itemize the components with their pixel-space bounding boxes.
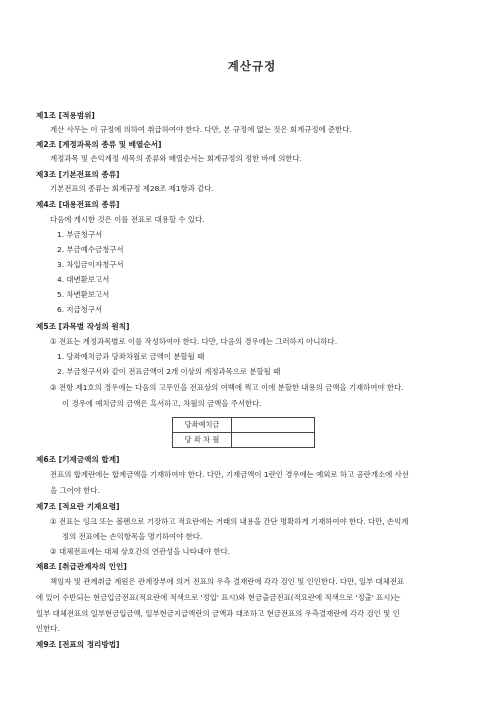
article-7-clause-2: ② 대체전표에는 대체 상호간의 연관성을 나타내야 한다. — [50, 547, 231, 556]
article-8-body-line: 에 있어 수반되는 현금입금전표(적요란에 적색으로 '정입' 표시)와 현금출금전표(적요란에 적색으로 '정출' 표시)는 — [36, 593, 401, 602]
article-8-body-line: 책임자 및 관계취급 계원은 관계장부에 의거 전표의 우측 결재란에 각각 검인 및 인인한다. 다만, 일부 대체전표 — [50, 577, 405, 586]
list-item: 2. 부금청구서와 같이 전표금액이 2개 이상의 계정과목으로 분할될 때 — [57, 367, 281, 376]
article-7-clause-1-line: ① 전표는 잉크 또는 볼펜으로 기장하고 적요란에는 거래의 내용을 간단 명확하게 기재하여야 한다. 다만, 손익계 — [50, 517, 409, 526]
article-5-clause-2: ② 전항 제1호의 경우에는 다음의 고무인을 전표상의 여백에 찍고 이에 분할한 내용의 금액을 기재하여야 한다. — [50, 383, 404, 392]
article-3-body: 기본전표의 종류는 회계규정 제28조 제1항과 같다. — [50, 184, 214, 193]
article-7-clause-1-line: 정의 전표에는 손익항목을 명기하여야 한다. — [62, 532, 203, 541]
stamp-table — [172, 417, 315, 448]
article-1-heading: 제1조 [적용범위] — [36, 111, 95, 120]
article-4-body: 다음에 게시한 것은 이를 전표로 대용할 수 있다. — [50, 215, 205, 224]
article-5-clause-1: ① 전표는 계정과목별로 이를 작성하여야 한다. 다만, 다음의 경우에는 그러하지 아니하다. — [50, 337, 338, 346]
document-title: 계산규정 — [227, 59, 277, 73]
list-item: 2. 부금예수금청구서 — [57, 245, 124, 254]
stamp-value-cell — [232, 418, 315, 433]
article-5-heading: 제5조 [과목별 작성의 원칙] — [36, 322, 130, 331]
list-item: 6. 지급청구서 — [57, 305, 103, 314]
list-item: 1. 당좌예치금과 당좌차월로 금액이 분할될 때 — [57, 352, 205, 361]
article-4-heading: 제4조 [대용전표의 종류] — [36, 200, 120, 209]
article-6-body-line: 을 그어야 한다. — [50, 486, 100, 495]
article-9-heading: 제9조 [전표의 정리방법] — [36, 640, 120, 649]
article-5-clause-2-cont: 이 경우에 예치금의 금액은 흑서하고, 차월의 금액을 주서한다. — [62, 399, 262, 408]
article-6-heading: 제6조 [기재금액의 합계] — [36, 455, 120, 464]
list-item: 5. 차변환보고서 — [57, 290, 110, 299]
article-7-heading: 제7조 [적요란 기재요령] — [36, 502, 120, 511]
list-item: 3. 차입금이자청구서 — [57, 260, 124, 269]
list-item: 1. 부금청구서 — [57, 230, 103, 239]
article-8-body-line: 일부 대체전표의 일부현금입금액, 일부현금지급액란의 금액과 대조하고 현금전표의 우측결재란에 각각 검인 및 인 — [36, 609, 400, 618]
stamp-label: 당 좌 차 월 — [173, 433, 232, 448]
article-1-body: 계산 사무는 이 규정에 의하여 취급하여야 한다. 다만, 본 규정에 없는 것은 회계규정에 준한다. — [50, 125, 352, 134]
article-6-body-line: 전표의 합계란에는 합계금액을 기재하여야 한다. 다만, 기재금액이 1란인 경우에는 예외로 하고 공란개소에 사선 — [50, 470, 409, 479]
article-8-body-line: 인한다. — [36, 624, 60, 633]
article-3-heading: 제3조 [기본전표의 종류] — [36, 170, 120, 179]
article-8-heading: 제8조 [취급관계자의 인인] — [36, 562, 127, 571]
article-2-heading: 제2조 [계정과목의 종류 및 배열순서] — [36, 140, 162, 149]
stamp-label: 당좌예치금 — [173, 418, 232, 433]
article-2-body: 계정과목 및 손익계정 세목의 종류와 배열순서는 회계규정의 정한 바에 의한다. — [50, 154, 302, 163]
list-item: 4. 대변환보고서 — [57, 275, 110, 284]
stamp-value-cell — [232, 433, 315, 448]
